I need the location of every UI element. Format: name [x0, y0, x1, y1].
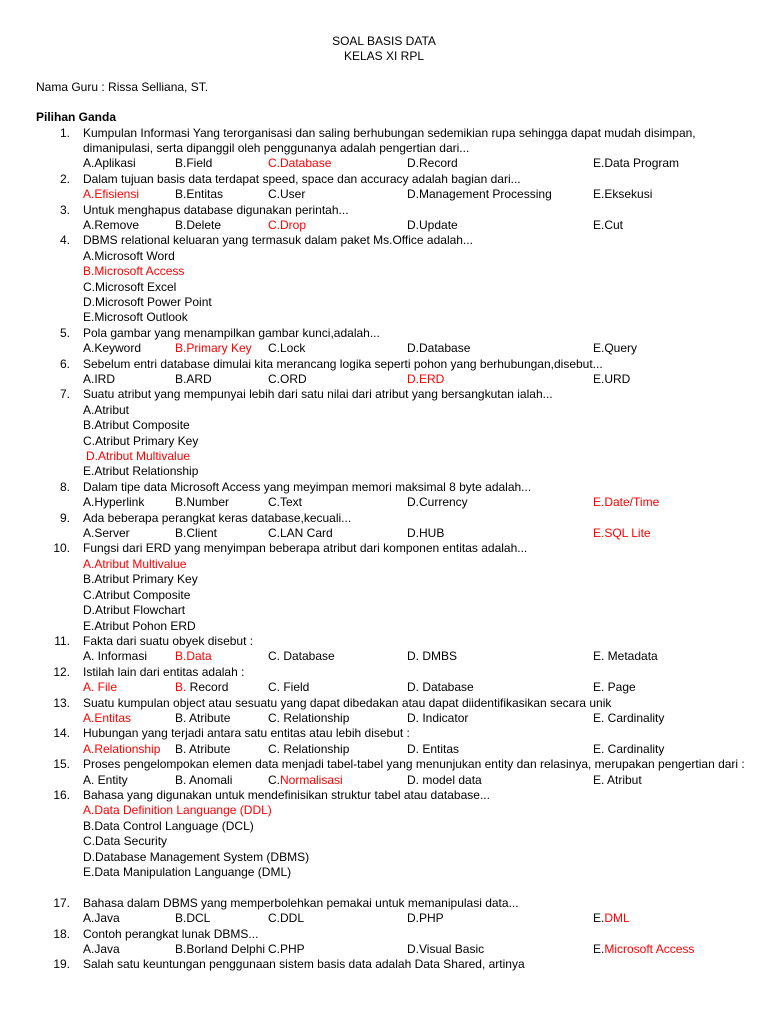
question-text-line: Ada beberapa perangkat keras database,kecuali...	[83, 510, 352, 525]
options-row	[83, 156, 768, 171]
question-text-line: Bahasa dalam DBMS yang memperbolehkan pemakai untuk memanipulasi data...	[83, 895, 519, 910]
options-row	[83, 526, 768, 541]
question-3	[0, 203, 768, 234]
option-e: E. Metadata	[593, 649, 658, 664]
options-row	[83, 711, 768, 726]
question-14	[0, 726, 768, 757]
option-c: C.LAN Card	[268, 526, 333, 541]
option-c: C.Text	[268, 495, 303, 510]
option-d: D.Atribut Flowchart	[83, 603, 186, 618]
question-6	[0, 357, 768, 388]
option-d: D.PHP	[407, 911, 444, 926]
options-row	[83, 680, 768, 695]
option-c: C.Atribut Primary Key	[83, 433, 199, 448]
question-number: 10.	[53, 541, 70, 556]
option-a-answer: A.Entitas	[83, 710, 132, 725]
question-number: 5.	[59, 325, 70, 340]
option-c: C. Relationship	[268, 741, 350, 756]
option-a: A.IRD	[83, 372, 116, 387]
question-text-line: Hubungan yang terjadi antara satu entitas atau lebih disebut :	[83, 726, 410, 741]
option-b-answer: B.Data	[175, 649, 212, 664]
option-a: A.Java	[83, 941, 120, 956]
question-12	[0, 665, 768, 696]
option-c-answer: C.Drop	[268, 218, 307, 233]
teacher-name: Nama Guru : Rissa Selliana, ST.	[36, 79, 209, 94]
option-d: D.Update	[407, 218, 458, 233]
option-b: B. Atribute	[175, 741, 231, 756]
option-d: D.Visual Basic	[407, 941, 485, 956]
options-list	[83, 403, 768, 480]
option-b: B.DCL	[175, 911, 211, 926]
question-text-line: Untuk menghapus database digunakan perintah...	[83, 202, 349, 217]
option-e: E.Atribut Pohon ERD	[83, 618, 196, 633]
question-text-line: Suatu atribut yang mempunyai lebih dari satu nilai dari atribut yang bersangkutan ialah...	[83, 387, 553, 402]
option-c: C.Lock	[268, 341, 306, 356]
option-b: B.Client	[175, 526, 218, 541]
question-text-line: Fungsi dari ERD yang menyimpan beberapa atribut dari komponen entitas adalah...	[83, 541, 528, 556]
question-number: 3.	[59, 202, 70, 217]
question-17	[0, 896, 768, 927]
options-list	[83, 803, 768, 880]
question-19	[0, 957, 768, 972]
option-a: A. Entity	[83, 772, 128, 787]
question-5	[0, 326, 768, 357]
question-number: 17.	[53, 895, 70, 910]
option-c-answer: C.Normalisasi	[268, 772, 343, 787]
options-row	[83, 911, 768, 926]
question-number: 11.	[54, 633, 70, 648]
question-text-line: Bahasa yang digunakan untuk mendefinisikan struktur tabel atau database...	[83, 787, 490, 802]
option-d: D.Management Processing	[407, 187, 552, 202]
option-a: A. Informasi	[83, 649, 148, 664]
option-a-answer: A.Relationship	[83, 741, 161, 756]
options-row	[83, 942, 768, 957]
option-e: E.Query	[593, 341, 638, 356]
option-a: A.Microsoft Word	[83, 248, 175, 263]
option-c: C.ORD	[268, 372, 307, 387]
options-row	[83, 341, 768, 356]
options-row	[83, 495, 768, 510]
option-e: E. Cardinality	[593, 741, 665, 756]
options-list	[83, 249, 768, 326]
option-e: E.Atribut Relationship	[83, 464, 199, 479]
question-text-line: Suatu kumpulan object atau sesuatu yang dapat dibedakan atau dapat diidentifikasikan secara unik	[83, 695, 612, 710]
option-a-answer: A. File	[83, 680, 118, 695]
option-b: B.ARD	[175, 372, 212, 387]
question-number: 15.	[53, 757, 70, 772]
question-number: 7.	[59, 387, 70, 402]
question-number: 1.	[59, 125, 70, 140]
option-d: D.Record	[407, 156, 458, 171]
option-e: E. Atribut	[593, 772, 642, 787]
option-a: A.Remove	[83, 218, 140, 233]
question-number: 18.	[53, 926, 70, 941]
question-number: 13.	[53, 695, 70, 710]
question-2	[0, 172, 768, 203]
option-e-answer: E.Microsoft Access	[593, 941, 695, 956]
option-c: C.Atribut Composite	[83, 587, 191, 602]
question-4	[0, 233, 768, 325]
option-d-answer: D.Atribut Multivalue	[86, 449, 191, 464]
option-a-answer: A.Atribut Multivalue	[83, 556, 187, 571]
option-e: E.Eksekusi	[593, 187, 653, 202]
option-e-answer: E.DML	[593, 911, 630, 926]
question-13	[0, 696, 768, 727]
option-b: B.Data Control Language (DCL)	[83, 818, 254, 833]
question-text-line: Pola gambar yang menampilkan gambar kunci,adalah...	[83, 325, 380, 340]
option-a-answer: A.Efisiensi	[83, 187, 140, 202]
option-a: A.Server	[83, 526, 130, 541]
option-e-answer: E.Date/Time	[593, 495, 660, 510]
question-number: 2.	[59, 171, 70, 186]
question-text-line: Salah satu keuntungan penggunaan sistem basis data adalah Data Shared, artinya	[83, 957, 525, 972]
option-b: B.Atribut Composite	[83, 418, 190, 433]
question-7	[0, 387, 768, 479]
option-d: D. Entitas	[407, 741, 460, 756]
options-row	[83, 372, 768, 387]
option-a: A.Aplikasi	[83, 156, 136, 171]
question-text-line: Contoh perangkat lunak DBMS...	[83, 926, 259, 941]
document-title: SOAL BASIS DATA	[332, 34, 436, 48]
option-a-answer: A.Data Definition Languange (DDL)	[83, 803, 272, 818]
option-e: E.Microsoft Outlook	[83, 310, 188, 325]
question-number: 19.	[53, 957, 70, 972]
option-d: D.Currency	[407, 495, 468, 510]
document-header	[0, 0, 768, 65]
question-text-line: Dalam tujuan basis data terdapat speed, space dan accuracy adalah bagian dari...	[83, 171, 521, 186]
option-a: A.Keyword	[83, 341, 142, 356]
option-c: C.DDL	[268, 911, 305, 926]
option-d: D. model data	[407, 772, 482, 787]
option-e-answer: E.SQL Lite	[593, 526, 651, 541]
question-number: 8.	[59, 479, 70, 494]
question-9	[0, 511, 768, 542]
option-e: E.Data Manipulation Languange (DML)	[83, 864, 292, 879]
option-e: E.Cut	[593, 218, 624, 233]
option-d: D. DMBS	[407, 649, 458, 664]
option-b: B. Record	[175, 680, 229, 695]
option-c: C.PHP	[268, 941, 305, 956]
options-row	[83, 742, 768, 757]
option-c: C. Field	[268, 680, 310, 695]
question-18	[0, 927, 768, 958]
section-heading: Pilihan Ganda	[36, 110, 117, 125]
question-10	[0, 541, 768, 633]
question-11	[0, 634, 768, 665]
option-a: A.Atribut	[83, 402, 130, 417]
blank-line	[0, 880, 768, 895]
question-number: 4.	[59, 233, 70, 248]
option-d: D. Indicator	[407, 710, 469, 725]
question-number: 9.	[59, 510, 70, 525]
option-e: E.Data Program	[593, 156, 680, 171]
option-e: E.URD	[593, 372, 631, 387]
option-b-answer: B.Microsoft Access	[83, 264, 185, 279]
question-list	[0, 126, 768, 973]
option-b-answer: B.Primary Key	[175, 341, 252, 356]
options-row	[83, 773, 768, 788]
question-number: 16.	[53, 787, 70, 802]
option-c: C. Database	[268, 649, 335, 664]
question-number: 6.	[59, 356, 70, 371]
question-text-line: Sebelum entri database dimulai kita merancang logika seperti pohon yang berhubungan,disebut...	[83, 356, 603, 371]
question-number: 14.	[53, 726, 70, 741]
option-b: B.Number	[175, 495, 230, 510]
option-c: C.Microsoft Excel	[83, 279, 177, 294]
question-1	[0, 126, 768, 172]
options-row	[83, 187, 768, 202]
option-a: A.Java	[83, 911, 120, 926]
option-d: D. Database	[407, 680, 474, 695]
option-b: B.Entitas	[175, 187, 224, 202]
option-c: C.Data Security	[83, 834, 168, 849]
option-d: D.Database	[407, 341, 471, 356]
option-b: B. Atribute	[175, 710, 231, 725]
option-d: D.HUB	[407, 526, 445, 541]
option-b: B.Field	[175, 156, 213, 171]
options-list	[83, 557, 768, 634]
option-e: E. Page	[593, 680, 636, 695]
question-text-line: DBMS relational keluaran yang termasuk dalam paket Ms.Office adalah...	[83, 233, 473, 248]
option-b: B.Borland Delphi	[175, 941, 266, 956]
question-number: 12.	[53, 664, 70, 679]
option-a: A.Hyperlink	[83, 495, 145, 510]
option-c: C. Relationship	[268, 710, 350, 725]
option-c: C.User	[268, 187, 306, 202]
question-text-line: Proses pengelompokan elemen data menjadi tabel-tabel yang menunjukan entity dan relasinya, merupakan pengertian dari :	[83, 757, 745, 772]
question-text-line: Dalam tipe data Microsoft Access yang meyimpan memori maksimal 8 byte adalah...	[83, 479, 532, 494]
question-8	[0, 480, 768, 511]
question-text-line: dimanipulasi, serta dipanggil oleh penggunanya adalah pengertian dari...	[83, 141, 470, 156]
option-b: B. Anomali	[175, 772, 233, 787]
question-text-line: Fakta dari suatu obyek disebut :	[83, 633, 254, 648]
option-c-answer: C.Database	[268, 156, 332, 171]
option-d: D.Database Management System (DBMS)	[83, 849, 310, 864]
question-16	[0, 788, 768, 896]
question-text-line: Istilah lain dari entitas adalah :	[83, 664, 245, 679]
option-e: E. Cardinality	[593, 710, 665, 725]
question-15	[0, 757, 768, 788]
question-text-line: Kumpulan Informasi Yang terorganisasi dan saling berhubungan sedemikian rupa sehingga dapat mudah disimpan,	[83, 125, 696, 140]
options-row	[83, 218, 768, 233]
option-d-answer: D.ERD	[407, 372, 445, 387]
option-b: B.Delete	[175, 218, 222, 233]
option-d: D.Microsoft Power Point	[83, 295, 212, 310]
options-row	[83, 649, 768, 664]
option-b: B.Atribut Primary Key	[83, 572, 198, 587]
document-subtitle: KELAS XI RPL	[343, 49, 425, 64]
